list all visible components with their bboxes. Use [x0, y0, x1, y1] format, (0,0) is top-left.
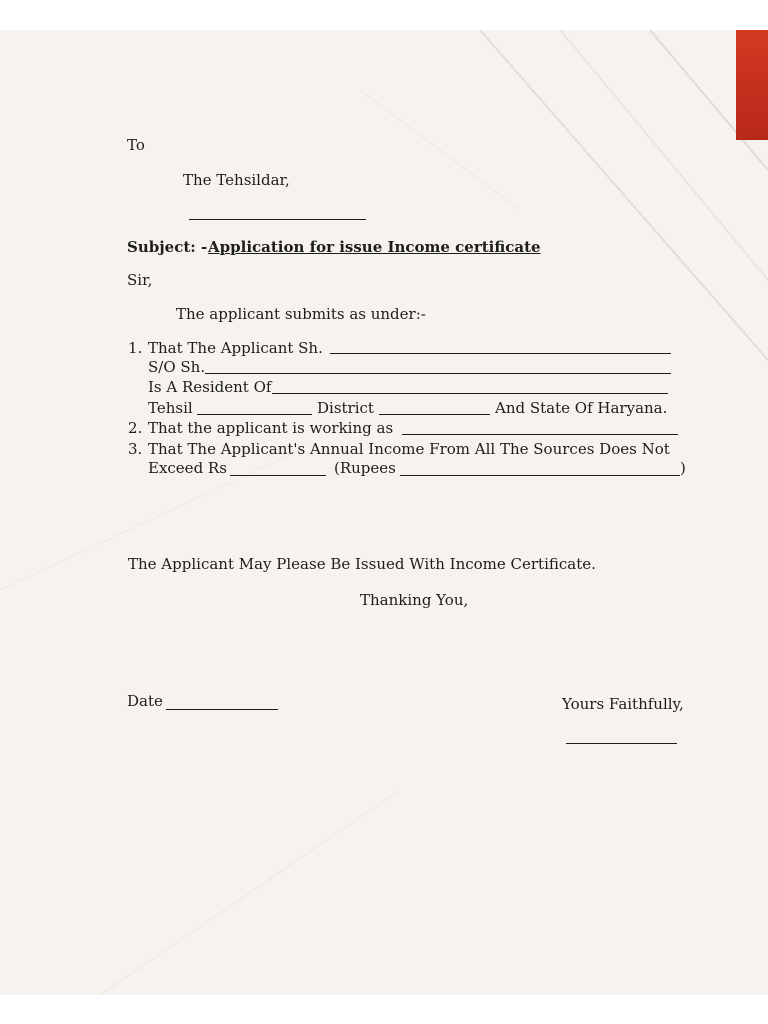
- item-2-number: 2.: [128, 419, 143, 437]
- item-1-father-label: S/O Sh.: [148, 358, 206, 376]
- date-label: Date: [127, 692, 163, 710]
- occupation-blank[interactable]: [402, 434, 678, 435]
- district-blank[interactable]: [379, 414, 490, 415]
- addressee: The Tehsildar,: [183, 171, 290, 189]
- income-amount-blank[interactable]: [230, 475, 326, 476]
- salutation: Sir,: [127, 271, 153, 289]
- subject-label: Subject: -: [127, 238, 208, 256]
- item-3-text: That The Applicant's Annual Income From All The Sources Does Not: [148, 440, 670, 458]
- request-text: The Applicant May Please Be Issued With Income Certificate.: [128, 555, 596, 573]
- item-2-text: That the applicant is working as: [148, 419, 394, 437]
- item-1-number: 1.: [128, 339, 143, 357]
- item-1-resident-label: Is A Resident Of: [148, 378, 272, 396]
- tehsil-label: Tehsil: [148, 399, 193, 417]
- subject-text: Application for issue Income certificate: [208, 238, 541, 256]
- applicant-name-blank[interactable]: [330, 353, 671, 354]
- date-blank[interactable]: [166, 709, 278, 710]
- income-words-blank[interactable]: [400, 475, 680, 476]
- state-text: And State Of Haryana.: [495, 399, 668, 417]
- tehsil-blank[interactable]: [197, 414, 312, 415]
- closing-text: Yours Faithfully,: [562, 695, 684, 713]
- item-3-number: 3.: [128, 440, 143, 458]
- to-label: To: [127, 136, 145, 154]
- district-label: District: [317, 399, 374, 417]
- rupees-label: (Rupees: [334, 459, 396, 477]
- intro-text: The applicant submits as under:-: [176, 305, 426, 323]
- residence-blank[interactable]: [272, 393, 668, 394]
- item-1-applicant-label: That The Applicant Sh.: [148, 339, 323, 357]
- exceed-label: Exceed Rs: [148, 459, 227, 477]
- father-name-blank[interactable]: [205, 373, 671, 374]
- thanking-text: Thanking You,: [360, 591, 469, 609]
- rupees-close: ): [680, 459, 686, 477]
- addressee-blank[interactable]: [189, 219, 366, 220]
- signature-blank[interactable]: [566, 743, 677, 744]
